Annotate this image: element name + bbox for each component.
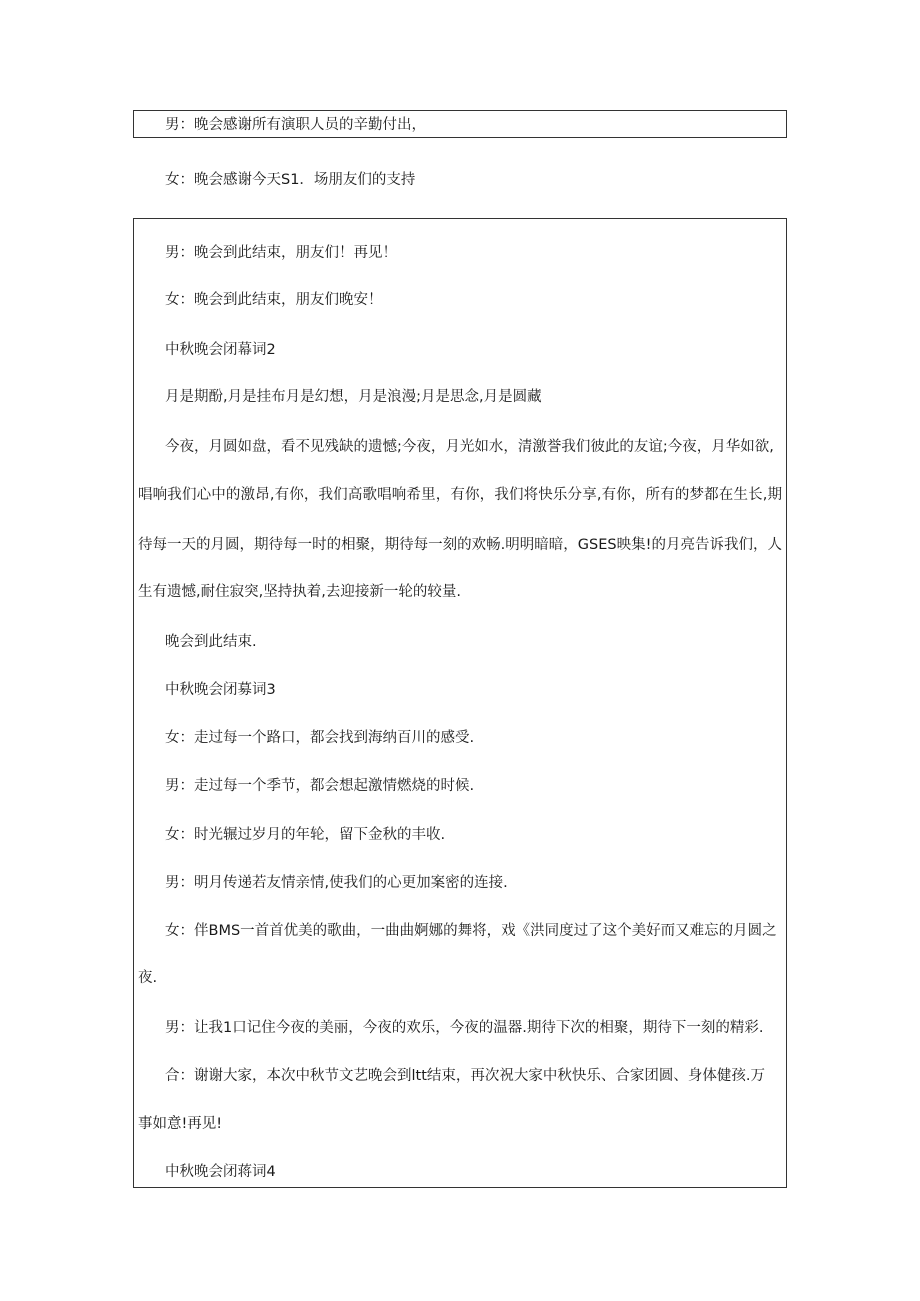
paragraph-line: 合：谢谢大家，本次中秋节文艺晚会到ltt结束，再次祝大家中秋快乐、合家团圆、身体健孩.万 <box>165 1068 766 1084</box>
text-line: 男：晚会感谢所有演职人员的辛勤付出， <box>165 117 426 133</box>
main-text-box <box>133 218 787 1188</box>
section-heading: 中秋晚会闭蒋词4 <box>165 1164 276 1180</box>
paragraph-line: 女：伴BMS一首首优美的歌曲，一曲曲婀娜的舞将，戏《洪同度过了这个美好而又难忘的月圆之 <box>165 923 777 939</box>
text-line: 男：走过每一个季节，都会想起激情燃烧的时候. <box>165 778 475 794</box>
text-line: 女：晚会感谢今天S1．场朋友们的支持 <box>165 172 416 188</box>
text-line: 女：时光辗过岁月的年轮，留下金秋的丰收. <box>165 827 446 843</box>
text-line: 女：走过每一个路口，都会找到海纳百川的感受. <box>165 730 475 746</box>
section-heading: 中秋晚会闭幕词2 <box>165 342 276 358</box>
paragraph-line: 事如意!再见! <box>138 1116 223 1132</box>
paragraph-line: 夜. <box>138 970 158 986</box>
text-line: 女：晚会到此结束，朋友们晚安！ <box>165 292 383 308</box>
paragraph-line: 生有遗憾,耐住寂突,坚持执着,去迎接新一轮的较量. <box>138 584 461 600</box>
text-line: 男：晚会到此结束，朋友们！再见！ <box>165 245 397 261</box>
paragraph-line: 今夜，月圆如盘，看不见残缺的遗憾;今夜，月光如水，清激誉我们彼此的友谊;今夜，月华如欲, <box>165 439 774 455</box>
text-line: 男：明月传递若友情亲情,使我们的心更加案密的连接. <box>165 875 508 891</box>
section-heading: 中秋晚会闭募词3 <box>165 682 276 698</box>
paragraph-line: 待每一天的月圆，期待每一时的相聚，期待每一刻的欢畅.明明暗暗，GSES映集!的月亮告诉我们，人 <box>138 537 782 553</box>
text-line: 月是期酚,月是挂布月是幻想，月是浪漫;月是思念,月是圆藏 <box>165 389 542 405</box>
paragraph-line: 唱响我们心中的激昂,有你，我们高歌唱响希里，有你，我们将快乐分享,有你，所有的梦都在生长,期 <box>138 487 782 503</box>
text-line: 晚会到此结束. <box>165 634 257 650</box>
text-line: 男：让我1口记住今夜的美丽，今夜的欢乐，今夜的温器.期待下次的相聚，期待下一刻的精彩. <box>165 1020 764 1036</box>
